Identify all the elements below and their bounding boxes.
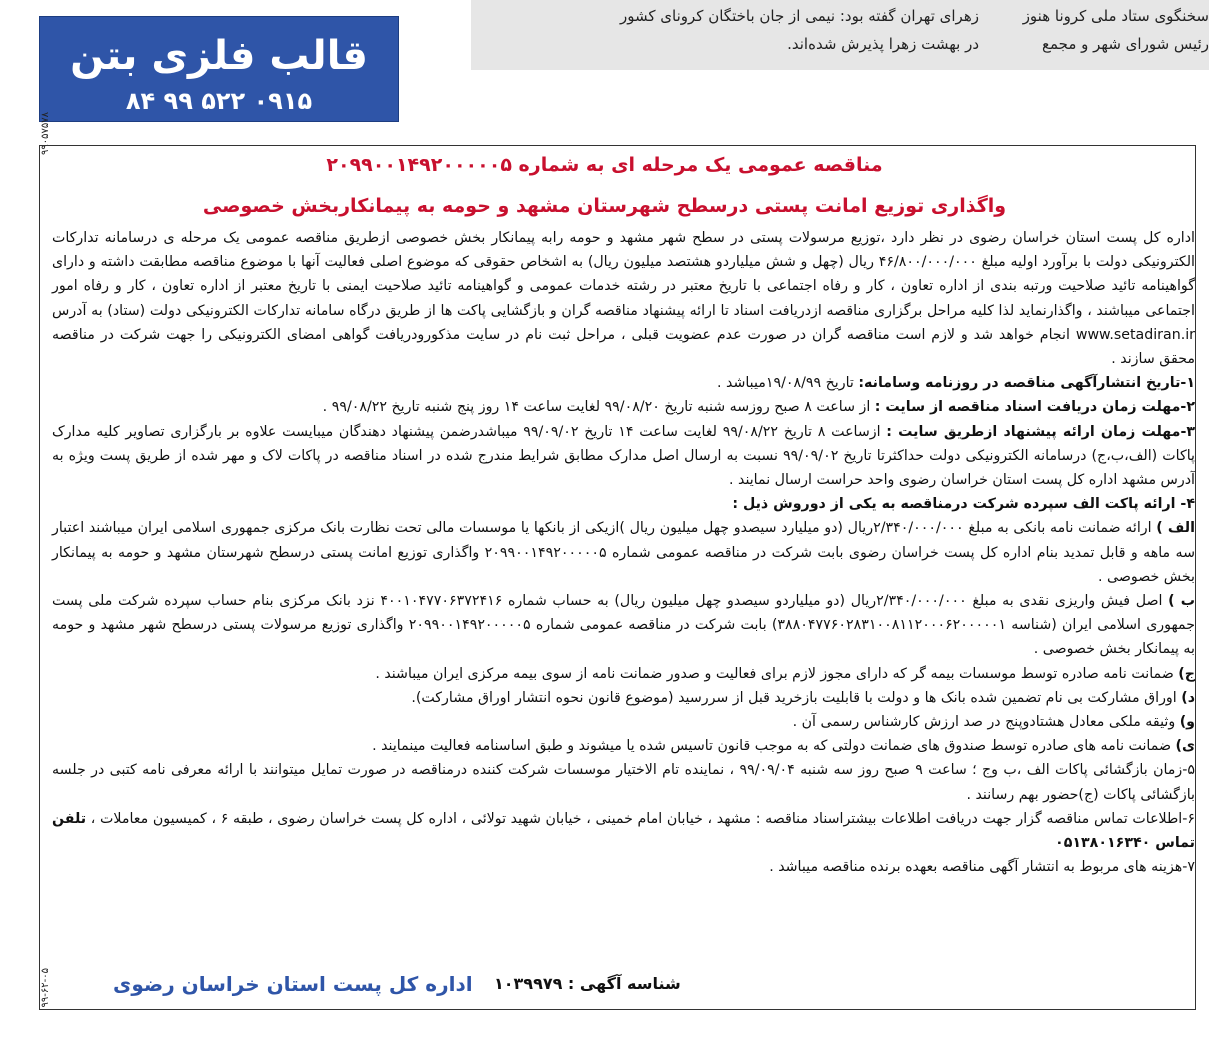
item-label: ی) (1175, 738, 1195, 755)
item-label: ج) (1178, 665, 1195, 682)
ad-title: قالب فلزی بتن (70, 33, 368, 79)
item-label: و) (1179, 714, 1195, 731)
footer-side-code: ۹۹-۶۲-۰۵ (40, 968, 51, 1008)
tender-intro: اداره کل پست استان خراسان رضوی در نظر دارد ،توزیع مرسولات پستی در سطح شهر مشهد و حومه رابه پیمانکار بخش خصوصی ازطریق مناقصه عمومی یک مرحله ی درسامانه تدارکات الکترونیکی دولت با برآورد اولیه مبلغ ۴۶/۸۰۰/۰۰۰/۰۰۰ ریال (چهل و شش میلیاردو هشتصد میلیون ریال) به اشخاص حقوقی که موضوع اصلی فعالیت آنها با موضوع مناقصه مطابقت داشته و دارای گواهینامه تائید صلاحیت ورتبه بندی از اداره تعاون ، کار و رفاه اجتماعی با تاریخ معتبر در رشته خدمات عمومی و گواهینامه تائید صلاحیت ایمنی با تاریخ معتبر از اداره تعاون ، کار و رفاه امور اجتماعی میباشند ، واگذارنماید لذا کلیه مراحل برگزاری مناقصه ازدریافت اسناد تا ارائه پیشنهاد مناقصه گران و بازگشایی پاکت ها از طریق درگاه سامانه تدارکات الکترونیکی دولت (ستاد) به آدرس www.setadiran.ir انجام خواهد شد و لازم است مناقصه گران در صورت عدم عضویت قبلی ، مراحل ثبت نام در سایت مذکورودریافت گواهی امضای الکترونیکی را جهت شرکت در مناقصه محقق سازند . (52, 230, 1195, 368)
item-text: از ساعت ۸ صبح روزسه شنبه تاریخ ۹۹/۰۸/۲۰ لغایت ساعت ۱۴ روز پنج شنبه تاریخ ۹۹/۰۸/۲۲ . (322, 399, 875, 416)
item-label: ۲-مهلت زمان دریافت اسناد مناقصه از سایت : (874, 399, 1195, 416)
item-text: اوراق مشارکت بی نام تضمین شده بانک ها و دولت با قابلیت بازخرید قبل از سررسید (موضوع قانون نحوه انتشار اوراق مشارکت). (411, 689, 1182, 706)
news-snippet (471, 0, 1209, 70)
tender-item-ye (52, 734, 1195, 758)
item-label: د) (1181, 689, 1195, 706)
tender-item-7: ۷-هزینه های مربوط به انتشار آگهی مناقصه بعهده برنده مناقصه میباشد . (769, 859, 1195, 876)
item-text: ضمانت نامه صادره توسط موسسات بیمه گر که دارای مجوز لازم برای فعالیت و صدور ضمانت نامه از سوی بیمه مرکزی ایران میباشند . (375, 665, 1179, 682)
footer-organization: اداره کل پست استان خراسان رضوی (113, 972, 473, 996)
tender-item-6 (52, 807, 1195, 855)
tender-item-vav (52, 710, 1195, 734)
item-text: تاریخ ۱۹/۰۸/۹۹میباشد . (716, 375, 859, 392)
tender-item-4 (52, 492, 1195, 516)
tender-item-3 (52, 420, 1195, 493)
item-text: وثیقه ملکی معادل هشتادوپنج در صد ارزش کارشناس رسمی آن . (792, 714, 1180, 731)
item-label: ۱-تاریخ انتشارآگهی مناقصه در روزنامه وسامانه: (858, 375, 1195, 392)
news-line: در بهشت زهرا پذیرش شده‌اند. (787, 35, 979, 53)
item-text: ارائه ضمانت نامه بانکی به مبلغ ۲/۳۴۰/۰۰۰/۰۰۰ریال (دو میلیارد سیصدو چهل میلیون ریال )ازیکی از بانکها یا موسسات مالی تحت نظارت بانک مرکزی جمهوری اسلامی ایران میباشند اعتبار سه ماهه و قابل تمدید بنام اداره کل پست خراسان رضوی بابت شرکت در مناقصه عمومی شماره ۲۰۹۹۰۰۱۴۹۲۰۰۰۰۰۵ واگذاری توزیع امانت پستی درسطح شهرستان مشهد و حومه به پیمانکار بخش خصوصی . (52, 520, 1195, 585)
ad-phone: ۰۹۱۵ ۵۲۲ ۹۹ ۸۴ (125, 87, 313, 115)
item-text: ضمانت نامه های صادره توسط صندوق های ضمانت دولتی که به موجب قانون تاسیس شده یا میشوند و طبق اساسنامه فعالیت مینمایند . (372, 738, 1176, 755)
ad-side-code: ۹۹۰۵۷۵۷۸ (40, 112, 51, 155)
tender-item-2 (52, 395, 1195, 419)
tender-body (52, 226, 1195, 879)
item-text: ۶-اطلاعات تماس مناقصه گزار جهت دریافت اطلاعات بیشتراسناد مناقصه : مشهد ، خیابان امام خمینی ، خیابان شهید تولائی ، اداره کل پست خراسان رضوی ، طبقه ۶ ، کمیسیون معاملات ، (90, 810, 1195, 827)
item-text: اصل فیش واریزی نقدی به مبلغ ۲/۳۴۰/۰۰۰/۰۰۰ریال (دو میلیاردو سیصدو چهل میلیون ریال) به حساب شماره ۴۰۰۱۰۴۷۷۰۶۳۷۲۴۱۶ نزد بانک مرکزی بنام حساب سپرده شرکت ملی پست جمهوری اسلامی ایران (شناسه ۳۸۸۰۴۷۷۶۰۲۸۳۱۰۰۸۱۱۲۰۰۰۶۲۰۰۰۰۰۱) بابت شرکت در مناقصه عمومی شماره ۲۰۹۹۰۰۱۴۹۲۰۰۰۰۰۵ واگذاری توزیع مرسولات پستی درسطح شهر مشهد و حومه به پیمانکار بخش خصوصی . (52, 593, 1195, 658)
footer-ad-id: شناسه آگهی : ۱۰۳۹۹۷۹ (494, 974, 681, 993)
news-line: رئیس شورای شهر و مجمع (1042, 35, 1209, 53)
news-column-left (620, 2, 979, 58)
news-line: زهرای تهران گفته بود: نیمی از جان باختگان کرونای کشور (620, 7, 979, 25)
news-column-right (1023, 2, 1209, 58)
item-text: ازساعت ۸ تاریخ ۹۹/۰۸/۲۲ لغایت ساعت ۱۴ تاریخ ۹۹/۰۹/۰۲ میباشدرضمن پیشنهاد دهندگان میبایست علاوه بر بارگزاری تصاویر کلیه مدارک پاکات (الف،ب،ج) درسامانه الکترونیکی دولت حداکثرتا تاریخ ۹۹/۰۹/۰۲ نسبت به ارسال اصل مدارک مطابق شرایط مندرج شده در اسناد مناقصه در پاکات لاک و مهر شده از طریق پست ویژه به آدرس مشهد اداره کل پست استان خراسان رضوی واحد حراست ارسال نمایند . (52, 423, 1195, 489)
tender-item-1 (52, 371, 1195, 395)
item-label: الف ) (1156, 520, 1195, 537)
item-label: ۴- ارائه پاکت الف سپرده شرکت درمناقصه به یکی از دوروش ذیل : (732, 496, 1195, 513)
tender-title: مناقصه عمومی یک مرحله ای به شماره ۲۰۹۹۰۰۱۴۹۲۰۰۰۰۰۵ (326, 154, 883, 176)
tender-item-jim (52, 662, 1195, 686)
item-label: ب ) (1168, 593, 1195, 610)
tender-item-be (52, 589, 1195, 662)
news-line: سخنگوی ستاد ملی کرونا هنوز (1022, 7, 1209, 25)
item-label: ۳-مهلت زمان ارائه پیشنهاد ازطریق سایت : (886, 423, 1196, 440)
tender-subtitle: واگذاری توزیع امانت پستی درسطح شهرستان مشهد و حومه به پیمانکاربخش خصوصی (202, 195, 1007, 217)
tender-item-dal (52, 686, 1195, 710)
tender-item-alef (52, 516, 1195, 589)
tender-item-5: ۵-زمان بازگشائی پاکات الف ،ب وج ؛ ساعت ۹ صبح روز سه شنبه ۹۹/۰۹/۰۴ ، نماینده تام الاختیار موسسات شرکت کننده درمناقصه در صورت تمایل میتوانند با ارائه معرفی نامه کتبی در جلسه بازگشائی پاکات (ج)حضور بهم رسانند . (52, 762, 1196, 803)
contact-phone: تلفن تماس ۰۵۱۳۸۰۱۶۳۴۰ (52, 810, 1195, 852)
ad-banner (39, 16, 399, 122)
